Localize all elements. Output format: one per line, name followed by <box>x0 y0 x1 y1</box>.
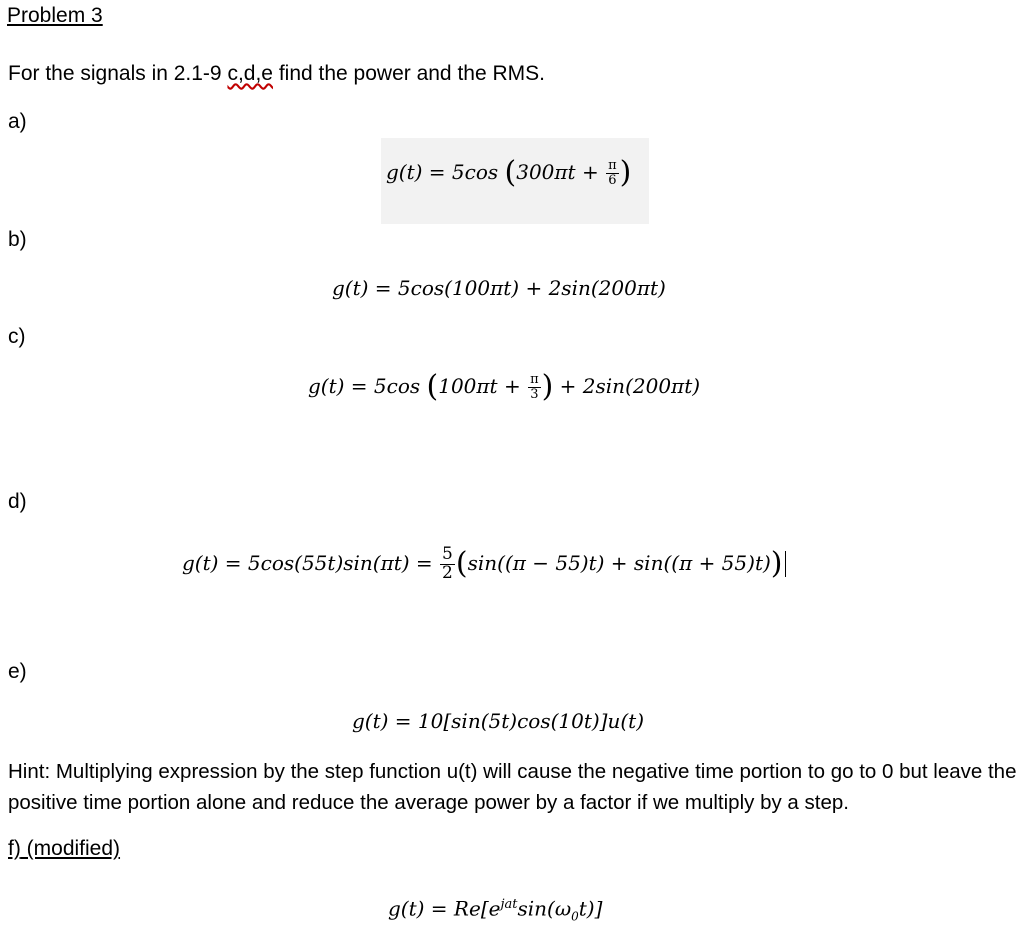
fraction-d: $\frac{5}{2}$ <box>442 544 453 583</box>
equation-e: g(t) = 10[sin(5t)cos(10t)]u(t) <box>352 709 645 733</box>
fraction-a: $\frac{\pi}{6}$ <box>608 158 617 188</box>
part-c-label: c) <box>8 325 26 348</box>
intro-marked-parts: c,d,e <box>227 62 273 85</box>
intro-before: For the signals in 2.1-9 <box>8 62 228 85</box>
intro-after: find the power and the RMS. <box>272 62 545 85</box>
part-f-label: f) (modified) <box>8 837 121 860</box>
part-d-label: d) <box>8 490 27 513</box>
equation-c: g(t) = 5cos (100πt + $\frac{\pi}{3}$ ) + 2sin(200πt) <box>308 369 701 404</box>
hint-text: Hint: Multiplying expression by the step function u(t) will cause the negative time portion to go to 0 but leave the positive time portion alone and reduce the average power by a factor if we multiply by a step. <box>8 760 1017 814</box>
part-b-label: b) <box>8 228 27 251</box>
problem-title: Problem 3 <box>7 4 103 27</box>
equation-f: $g(t) = Re[e^{jat}\sin(\omega_0t)]$ <box>388 896 603 924</box>
fraction-c: $\frac{\pi}{3}$ <box>530 372 539 402</box>
text-cursor <box>785 551 786 577</box>
equation-d: g(t) = 5cos(55t)sin(πt) = $\frac{5}{2}$ (sin((π − 55)t) + sin((π + 55)t)) <box>182 546 786 583</box>
part-e-label: e) <box>8 660 27 683</box>
part-a-label: a) <box>8 110 27 133</box>
equation-b: g(t) = 5cos(100πt) + 2sin(200πt) <box>332 276 666 300</box>
intro-text <box>8 62 545 86</box>
equation-a: g(t) = 5cos (300πt + $\frac{\pi}{6}$ ) <box>386 155 632 190</box>
